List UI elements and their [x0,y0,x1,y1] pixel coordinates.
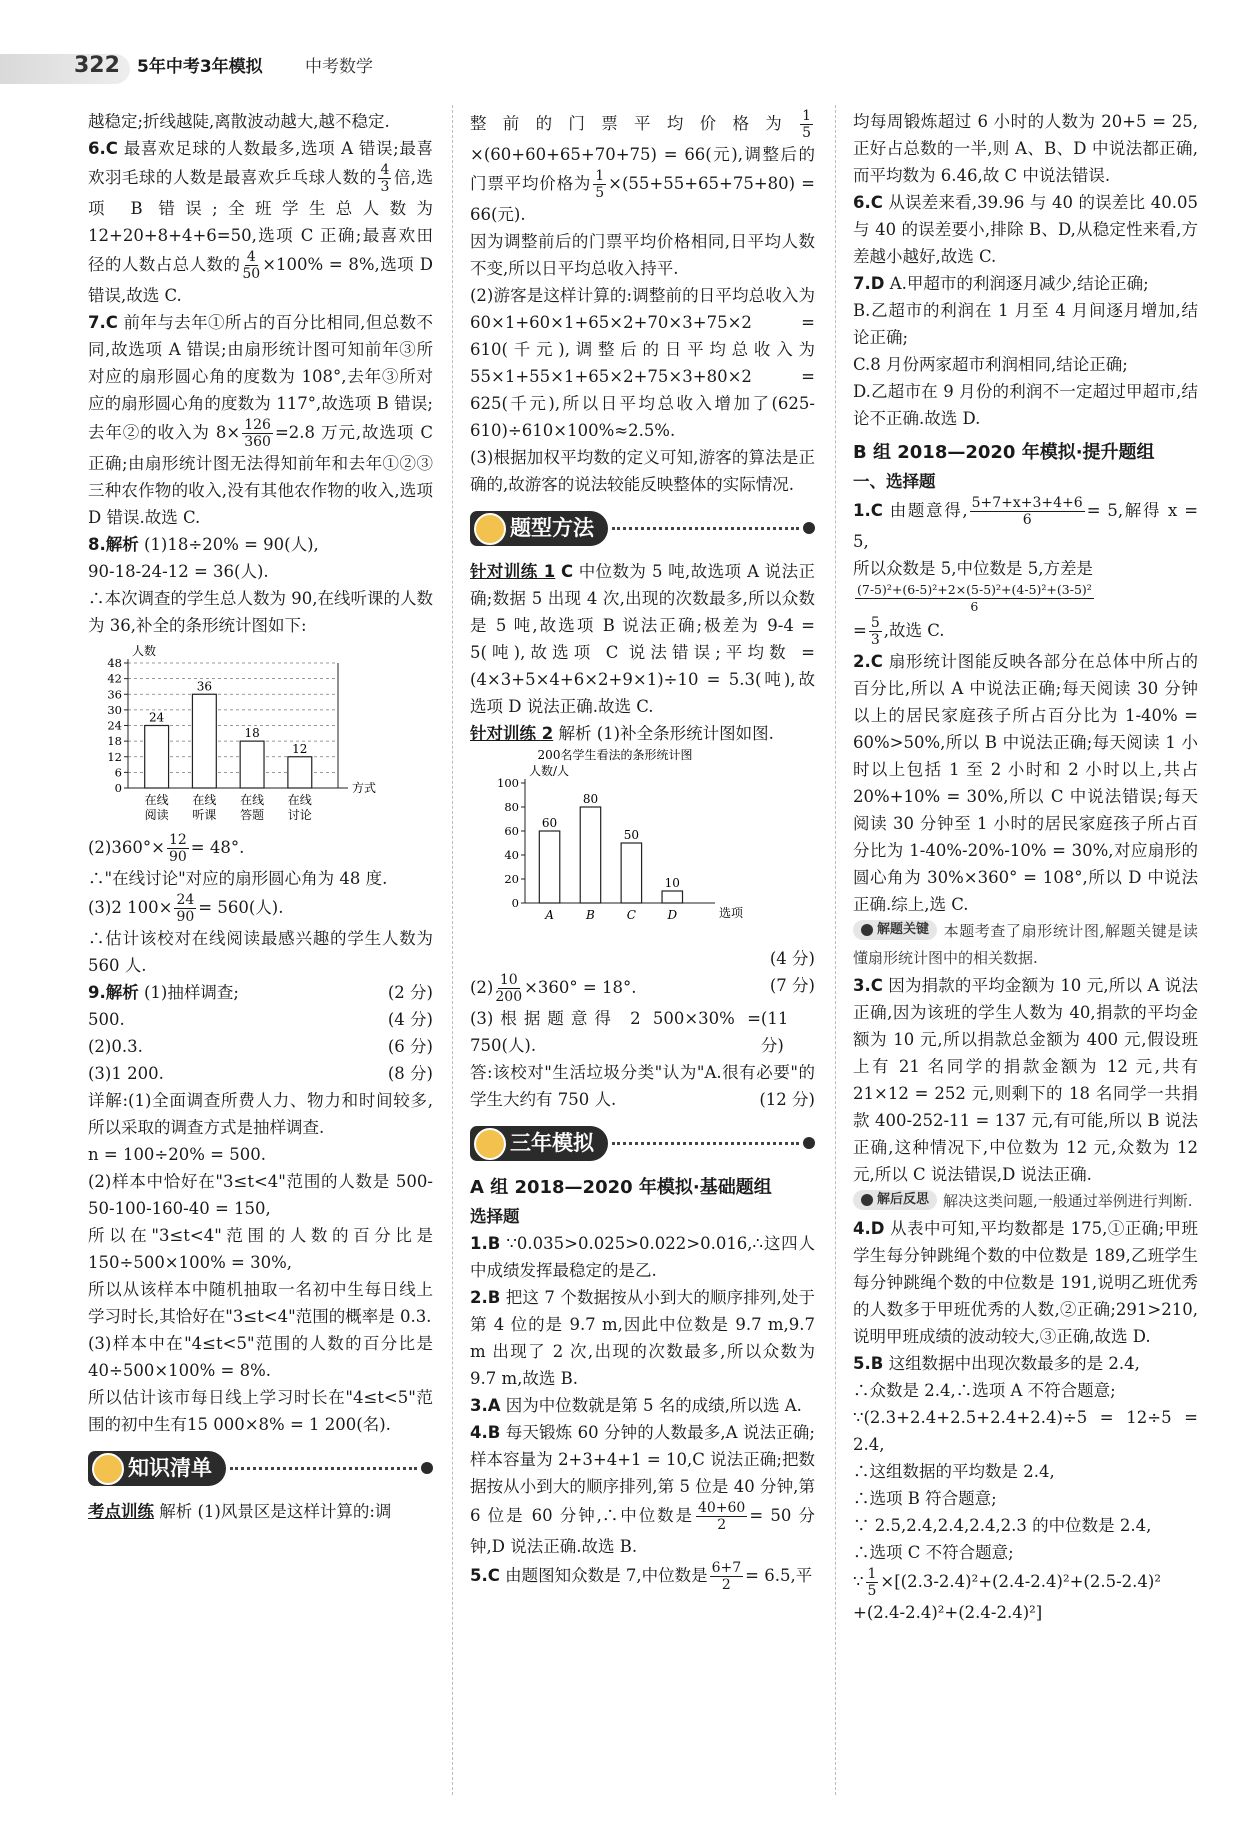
x-tick-label: D [667,908,678,922]
book-subject: 中考数学 [305,57,373,77]
column-divider [835,105,836,1795]
text-line: 所以在"3≤t<4"范围的人数的百分比是 150÷500×100% = 30%, [88,1226,433,1272]
tip-key: 解题关键 本题考查了扇形统计图,解题关键是读懂扇形统计图中的相关数据. [853,922,1198,967]
answer-b5: 5.B 这组数据中出现次数最多的是 2.4, [853,1354,1140,1373]
practice-1: 针对训练 1 C 中位数为 5 吨,故选项 A 说法正确;数据 5 出现 4 次,出现的次数最多,所以众数是 5 吨,故选项 B 说法正确;极差为 9-4 = 5(吨),故选项 C 说法错误;平均数 = (4×3+5×4+6×2+9×1)÷10 = 5.3(吨),故选项 D 说法正确.故选 C. [470,562,815,716]
answer-a2: 2.B 把这 7 个数据按从小到大的顺序排列,处于第 4 位的是 9.7 m,因此中位数是 9.7 m,9.7 m 出现了 2 次,出现的次数最多,所以众数为 9.7 m,故选 B. [470,1288,816,1388]
score-line: (3)1 200. (8 分) [88,1064,433,1083]
y-tick-label: 60 [504,824,519,838]
answer-8: 8.解析 (1)18÷20% = 90(人), [88,535,319,554]
knowledge-line: 考点训练 解析 (1)风景区是这样计算的:调 [88,1502,392,1521]
x-tick-label: C [626,908,636,922]
x-axis-label: 选项 [719,906,744,920]
bar [288,757,312,788]
section-banner-knowledge: 知识清单 [88,1446,433,1490]
text-line: +(2.4-2.4)²+(2.4-2.4)²] [853,1603,1043,1622]
group-b-title: B 组 2018—2020 年模拟·提升题组 [853,442,1155,463]
bar [240,741,264,788]
y-axis-label: 人数/人 [529,764,570,778]
x-tick-label: 答题 [240,808,265,822]
section-banner-methods: 题型方法 [470,506,815,550]
x-tick-label: B [586,908,595,922]
answer-a6: 6.C 从误差来看,39.96 与 40 的误差比 40.05 与 40 的误差要小,排除 B、D,从稳定性来看,方差越小越好,故选 C. [853,193,1198,266]
answer-a5: 5.C 由题图知众数是 7,中位数是 $\frac{6+7}{2}$ = 6.5,平 [470,1560,813,1593]
x-tick-label: A [545,908,554,922]
text-line: 所以估计该市每日线上学习时长在"4≤t<5"范围的初中生有15 000×8% = 1 200(名). [88,1388,433,1434]
answer-9: 9.解析 (1)抽样调查; (2 分) [88,983,433,1002]
formula-line: 整前的门票平均价格为 $\frac{1}{5}$ ×(60+60+65+70+75) = 66(元),调整后的门票平均价格为 $\frac{1}{5}$ ×(55+55+65+75+80) = 66(元). [470,108,815,224]
y-tick-label: 36 [107,687,122,702]
text-line: ∴本次调查的学生总人数为 90,在线听课的人数为 36,补全的条形统计图如下: [88,589,433,635]
column-middle [470,108,815,1593]
group-a-title: A 组 2018—2020 年模拟·基础题组 [470,1177,772,1198]
score-line: 500. (4 分) [88,1010,433,1029]
answer-a7: 7.D A.甲超市的利润逐月减少,结论正确; [853,274,1149,293]
x-tick-label: 讨论 [287,808,312,822]
score-line: (4 分) [769,949,815,968]
mascot-icon [92,1453,124,1485]
answer-a3: 3.A 因为中位数就是第 5 名的成绩,所以选 A. [470,1396,802,1415]
x-axis-label: 方式 [352,781,377,795]
formula-line: (2) $\frac{10}{200}$ ×360° = 18°. (7 分) [470,972,815,1005]
answer-b2: 2.C 扇形统计图能反映各部分在总体中所占的百分比,所以 A 中说法正确;每天阅读 30 分钟以上的居民家庭孩子所占百分比为 1-40% = 60%>50%,所以 B 中说法正确;每天阅读 1 小时以上包括 1 至 2 小时和 2 小时以上,共占 20%+10% = 30%,所以 C 中说法错误;每天阅读 30 分钟至 1 小时的居民家庭孩子所占百分比为 1-40%-20%-10% = 30%,对应扇形的圆心角为 30%×360° = 108°,所以 D 中说法正确.综上,选 C. [853,652,1199,914]
text-line: ∴众数是 2.4,∴选项 A 不符合题意; [853,1381,1116,1400]
answer-7: 7.C 前年与去年①所占的百分比相同,但总数不同,故选项 A 错误;由扇形统计图可知前年③所对应的扇形圆心角的度数为 108°,去年③所对应的扇形圆心角的度数为 117°,故选项 B 错误;去年②的收入为 8× $\frac{126}{360}$ =2.8 万元,故选项 C 正确;由扇形统计图无法得知前年和去年①②③三种农作物的收入,没有其他农作物的收入,选项 D 错误.故选 C. [88,313,433,527]
text-line: ∴"在线讨论"对应的扇形圆心角为 48 度. [88,869,388,888]
mascot-icon [474,513,506,545]
text-line: (2)样本中恰好在"3≤t<4"范围的人数是 500-50-100-160-40 = 150, [88,1172,433,1218]
answer-b4: 4.D 从表中可知,平均数都是 175,①正确;甲班学生每分钟跳绳个数的中位数是 189,乙班学生每分钟跳绳个数的中位数是 191,说明乙班优秀的人数多于甲班优秀的人数,②正确;291>210,说明甲班成绩的波动较大,③正确,故选 D. [853,1219,1198,1346]
y-tick-label: 0 [511,896,519,910]
group-a-subtitle: 选择题 [470,1207,520,1226]
answer-a4: 4.B 每天锻炼 60 分钟的人数最多,A 说法正确;样本容量为 2+3+4+1 = 10,C 说法正确;把数据按从小到大的顺序排列,第 5 位是 40 分钟,第 6 位是 60 分钟,∴中位数是 $\frac{40+60}{2}$ = 50 分钟,D 说法正确.故选 B. [470,1423,815,1556]
y-tick-label: 24 [107,718,122,733]
column-divider [452,105,453,1795]
data-label: 10 [664,876,680,890]
bulb-icon [861,1194,873,1206]
section-banner-three-years: 三年模拟 [470,1121,815,1165]
text-line: (2)游客是这样计算的:调整前的日平均总收入为 60×1+60×1+65×2+70×3+75×2 = 610(千元),调整后的日平均总收入为 55×1+55×1+65×2+75×3+80×2 = 625(千元),所以日平均总收入增加了(625-610)÷610×100%≈2.5%. [470,286,815,440]
bar [145,726,169,789]
key-icon [861,924,873,936]
data-label: 60 [541,816,558,830]
chart-title: 200名学生看法的条形统计图 [537,748,693,762]
text-line: 详解:(1)全面调查所费人力、物力和时间较多,所以采取的调查方式是抽样调查. [88,1091,433,1137]
bar [621,843,641,903]
text-line: ∴这组数据的平均数是 2.4, [853,1462,1055,1481]
bar-chart-online-methods [88,639,433,824]
variance-formula: $\frac{\text{(7-5)²+(6-5)²+2×(5-5)²+(4-5)²+(3-5)²}}{6}$ [857,582,1092,614]
text-line: 所以众数是 5,中位数是 5,方差是 [853,559,1093,578]
text-line: 均每周锻炼超过 6 小时的人数为 20+5 = 25,正好占总数的一半,则 A、B、D 中说法都正确,而平均数为 6.46,故 C 中说法错误. [853,112,1198,185]
bar [662,891,682,903]
text-line: ∴选项 B 符合题意; [853,1489,997,1508]
text-line: D.乙超市在 9 月份的利润不一定超过甲超市,结论不正确.故选 D. [853,382,1198,428]
y-tick-label: 30 [107,702,122,717]
text-line: 所以从该样本中随机抽取一名初中生每日线上学习时长,其恰好在"3≤t<4"范围的概率是 0.3. [88,1280,433,1326]
y-tick-label: 100 [497,776,519,790]
text-line: ∵(2.3+2.4+2.5+2.4+2.4)÷5 = 12÷5 = 2.4, [853,1408,1198,1454]
y-axis-label: 人数 [132,644,157,658]
text-line: B.乙超市的利润在 1 月至 4 月间逐月增加,结论正确; [853,301,1198,347]
bar [539,831,559,903]
column-right [853,108,1198,1626]
formula-line: (2)360°× $\frac{12}{90}$ = 48°. [88,832,245,865]
page-number: 322 [74,53,120,78]
y-tick-label: 18 [107,734,122,749]
answer-a1: 1.B ∵0.035>0.025>0.022>0.016,∴这四人中成绩发挥最稳定的是乙. [470,1234,815,1280]
x-tick-label: 在线 [240,793,265,807]
score-line: (3)根据题意得 2 500×30% = 750(人). (11 分) [470,1009,789,1055]
x-tick-label: 听课 [192,808,217,822]
y-tick-label: 0 [114,781,122,795]
y-tick-label: 80 [504,800,519,814]
bar-chart-garbage-sorting [470,747,815,937]
text-line: 因为调整前后的门票平均价格相同,日平均人数不变,所以日平均总收入持平. [470,232,815,278]
y-tick-label: 6 [114,765,122,780]
data-label: 80 [582,792,599,806]
formula-line: (3)2 100× $\frac{24}{90}$ = 560(人). [88,892,284,925]
y-tick-label: 48 [107,656,122,670]
x-tick-label: 在线 [287,793,312,807]
practice-2: 针对训练 2 解析 (1)补全条形统计图如图. [470,724,774,743]
x-tick-label: 在线 [192,793,217,807]
text-line: C.8 月份两家超市利润相同,结论正确; [853,355,1128,374]
answer-6: 6.C 最喜欢足球的人数最多,选项 A 错误;最喜欢羽毛球的人数是最喜欢乒乓球人数的 $\frac{4}{3}$ 倍,选项 B 错误;全班学生总人数为 12+20+8+4+6=50,选项 C 正确;最喜欢田径的人数占总人数的 $\frac{4}{50}$ ×100% = 8%,选项 D 错误,故选 C. [88,139,434,305]
data-label: 50 [623,828,640,842]
x-tick-label: 在线 [144,793,169,807]
y-tick-label: 20 [504,872,519,886]
text-line: (3)根据加权平均数的定义可知,游客的算法是正确的,故游客的说法较能反映整体的实际情况. [470,448,815,494]
text-line: ∴选项 C 不符合题意; [853,1543,1014,1562]
text-line: n = 100÷20% = 500. [88,1145,266,1164]
text-line: 90-18-24-12 = 36(人). [88,562,269,581]
data-label: 12 [292,741,308,756]
y-tick-label: 42 [107,671,122,686]
book-series-title: 5年中考3年模拟 [137,57,263,77]
data-label: 18 [244,726,260,741]
text-line: ∴估计该校对在线阅读最感兴趣的学生人数为 560 人. [88,929,433,975]
y-tick-label: 40 [504,848,519,862]
mascot-icon [474,1128,506,1160]
group-b-subtitle: 一、选择题 [853,472,936,491]
score-line: (2)0.3. (6 分) [88,1037,433,1056]
text-line: 越稳定;折线越陡,离散波动越大,越不稳定. [88,112,390,131]
tip-reflection: 解后反思 解决这类问题,一般通过举例进行判断. [853,1188,1198,1215]
text-line: (3)样本中在"4≤t<5"范围的人数的百分比是 40÷500×100% = 8%. [88,1334,433,1380]
bar [192,694,216,788]
page-header [0,48,1250,88]
column-left [88,108,433,1525]
formula-line: = $\frac{5}{3}$ ,故选 C. [853,615,945,648]
answer-b3: 3.C 因为捐款的平均金额为 10 元,所以 A 说法正确,因为该班的学生人数为 40,捐款的平均金额为 10 元,所以捐款总金额为 400 元,假设班上有 21 名同学的捐款金额为 12 元,共有 21×12 = 252 元,则剩下的 18 名同学一共捐款 400-252-11 = 137 元,有可能,所以 B 说法正确,这种情况下,中位数为 12 元,众数为 12 元,所以 C 说法错误,D 说法正确. [853,976,1199,1184]
x-tick-label: 阅读 [144,808,169,822]
data-label: 36 [196,679,213,694]
data-label: 24 [148,710,165,725]
text-line: 答:该校对"生活垃圾分类"认为"A.很有必要"的学生大约有 750 人. (12 分) [470,1063,815,1109]
text-line: ∵ 2.5,2.4,2.4,2.4,2.3 的中位数是 2.4, [853,1516,1152,1535]
formula-line: ∵ $\frac{1}{5}$ ×[(2.3-2.4)²+(2.4-2.4)²+(2.5-2.4)² [853,1566,1161,1599]
bar [580,807,600,903]
y-tick-label: 12 [107,749,122,764]
answer-b1: 1.C 由题意得, $\frac{5+7+x+3+4+6}{6}$ = 5,解得 x = 5, [853,495,1199,551]
